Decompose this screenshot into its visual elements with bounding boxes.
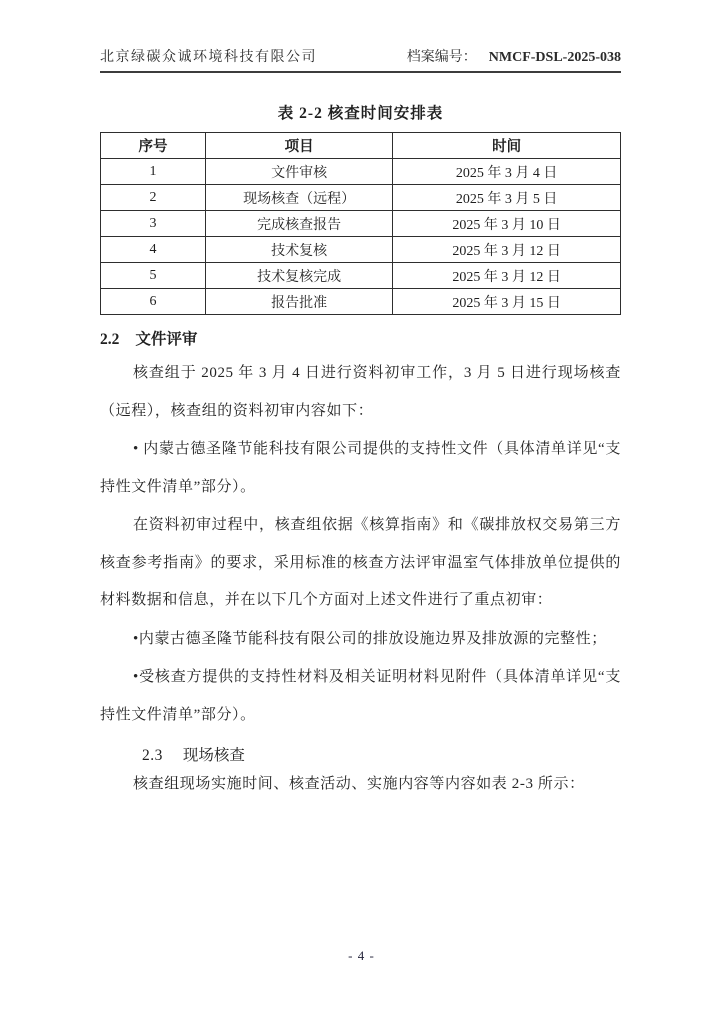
- cell-seq: 3: [101, 211, 206, 237]
- table-row: [101, 211, 621, 237]
- bullet-paragraph: • 内蒙古德圣隆节能科技有限公司提供的支持性文件（具体清单详见“支持性文件清单”部分）。: [100, 441, 621, 495]
- cell-item: 完成核查报告: [206, 211, 393, 237]
- section-title: 现场核查: [182, 747, 245, 764]
- column-header-seq: 序号: [101, 133, 206, 159]
- page-number: - 4 -: [348, 948, 375, 963]
- cell-time: 2025 年 3 月 5 日: [393, 185, 621, 211]
- archive-number-label: 档案编号：: [406, 50, 477, 65]
- section-number: 2.2: [100, 331, 120, 348]
- paragraph: 核查组于 2025 年 3 月 4 日进行资料初审工作，3 月 5 日进行现场核查（远程），核查组的资料初审内容如下：: [100, 365, 621, 419]
- cell-item: 文件审核: [206, 159, 393, 185]
- cell-item: 技术复核: [206, 237, 393, 263]
- section-number: 2.3: [142, 747, 163, 764]
- cell-time: 2025 年 3 月 15 日: [393, 289, 621, 315]
- cell-seq: 6: [101, 289, 206, 315]
- table-header-row: [101, 133, 621, 159]
- cell-item: 报告批准: [206, 289, 393, 315]
- document-header: [100, 46, 621, 73]
- bullet-paragraph: •内蒙古德圣隆节能科技有限公司的排放设施边界及排放源的完整性；: [133, 630, 607, 647]
- cell-time: 2025 年 3 月 10 日: [393, 211, 621, 237]
- cell-item: 现场核查（远程）: [206, 185, 393, 211]
- table-row: [101, 237, 621, 263]
- table-row: [101, 159, 621, 185]
- cell-seq: 5: [101, 263, 206, 289]
- cell-time: 2025 年 3 月 12 日: [393, 263, 621, 289]
- table-caption: 表 2-2 核查时间安排表: [277, 105, 444, 122]
- cell-seq: 4: [101, 237, 206, 263]
- table-row: [101, 263, 621, 289]
- column-header-item: 项目: [206, 133, 393, 159]
- schedule-table: [100, 132, 621, 315]
- section-heading-2-2: [100, 327, 621, 349]
- cell-seq: 2: [101, 185, 206, 211]
- bullet-paragraph: •受核查方提供的支持性材料及相关证明材料见附件（具体清单详见“支持性文件清单”部分）。: [100, 669, 621, 723]
- cell-time: 2025 年 3 月 4 日: [393, 159, 621, 185]
- table-row: [101, 289, 621, 315]
- table-row: [101, 185, 621, 211]
- company-name: 北京绿碳众诚环境科技有限公司: [100, 50, 317, 65]
- archive-number: [407, 46, 621, 66]
- cell-item: 技术复核完成: [206, 263, 393, 289]
- paragraph: 核查组现场实施时间、核查活动、实施内容等内容如表 2-3 所示：: [133, 776, 585, 792]
- section-title: 文件评审: [135, 331, 198, 348]
- column-header-time: 时间: [393, 133, 621, 159]
- cell-seq: 1: [101, 159, 206, 185]
- archive-number-value: NMCF-DSL-2025-038: [488, 50, 621, 65]
- cell-time: 2025 年 3 月 12 日: [393, 237, 621, 263]
- paragraph: 在资料初审过程中，核查组依据《核算指南》和《碳排放权交易第三方核查参考指南》的要求，采用标准的核查方法评审温室气体排放单位提供的材料数据和信息，并在以下几个方面对上述文件进行了重点初审：: [100, 517, 621, 608]
- section-heading-2-3: [100, 743, 621, 765]
